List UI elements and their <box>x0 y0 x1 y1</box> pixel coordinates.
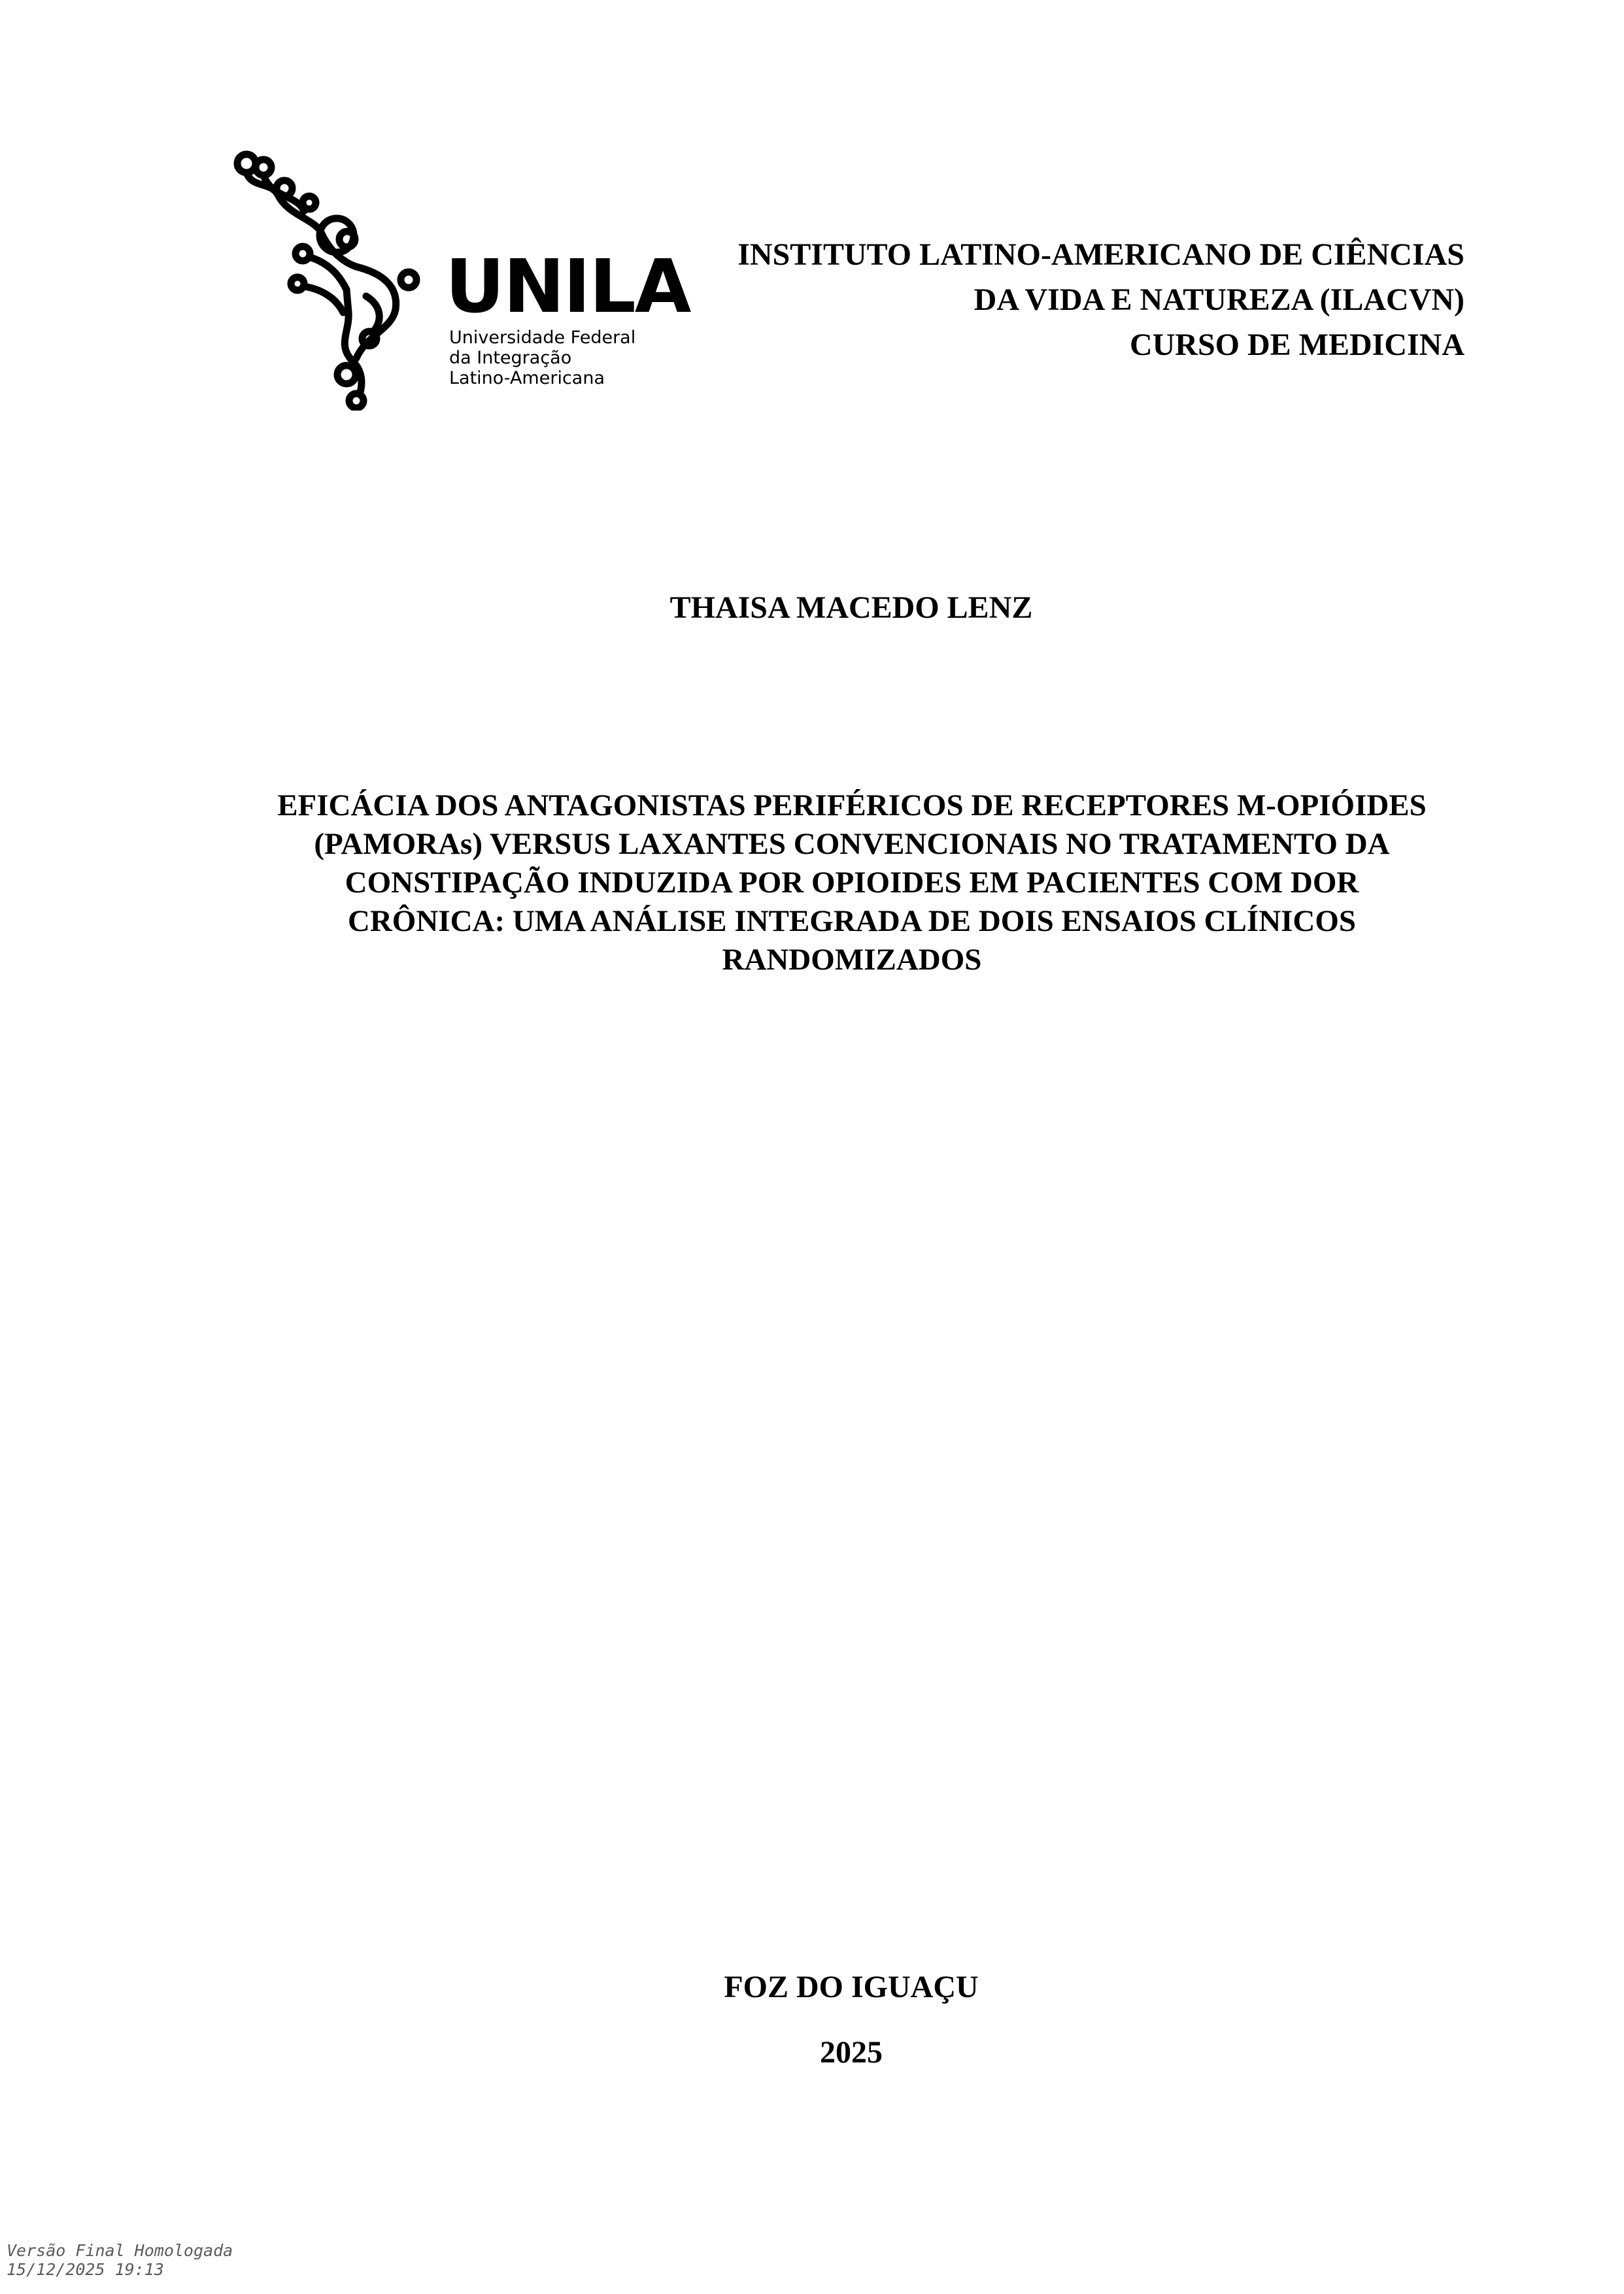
university-logo <box>232 149 690 411</box>
document-title <box>237 786 1466 979</box>
stamp-datetime: 15/12/2025 19:13 <box>7 2260 164 2279</box>
institution-line-1: INSTITUTO LATINO-AMERICANO DE CIÊNCIAS <box>737 237 1464 272</box>
institution-line-3: CURSO DE MEDICINA <box>1129 328 1464 362</box>
year: 2025 <box>820 2035 883 2070</box>
title-line-3: CONSTIPAÇÃO INDUZIDA POR OPIOIDES EM PACIENTES COM DOR <box>345 866 1359 900</box>
title-line-5: RANDOMIZADOS <box>722 943 982 977</box>
logo-subtitle-line-2: da Integração <box>449 348 572 368</box>
institution-header <box>737 232 1464 367</box>
logo-subtitle-line-1: Universidade Federal <box>449 328 636 348</box>
approval-stamp <box>7 2241 233 2279</box>
stamp-status: Versão Final Homologada <box>7 2241 233 2260</box>
logo-subtitle <box>449 328 635 388</box>
logo-wordmark: UNILA <box>445 245 690 329</box>
title-line-2: (PAMORAs) VERSUS LAXANTES CONVENCIONAIS NO TRATAMENTO DA <box>314 827 1390 861</box>
city: FOZ DO IGUAÇU <box>724 1970 979 2004</box>
title-line-1: EFICÁCIA DOS ANTAGONISTAS PERIFÉRICOS DE RECEPTORES M-OPIÓIDES <box>277 788 1427 822</box>
title-line-4: CRÔNICA: UMA ANÁLISE INTEGRADA DE DOIS ENSAIOS CLÍNICOS <box>347 904 1357 938</box>
institution-line-2: DA VIDA E NATUREZA (ILACVN) <box>973 282 1464 317</box>
author-name: THAISA MACEDO LENZ <box>669 590 1033 625</box>
logo-subtitle-line-3: Latino-Americana <box>449 368 605 388</box>
unila-emblem-icon <box>232 149 441 411</box>
